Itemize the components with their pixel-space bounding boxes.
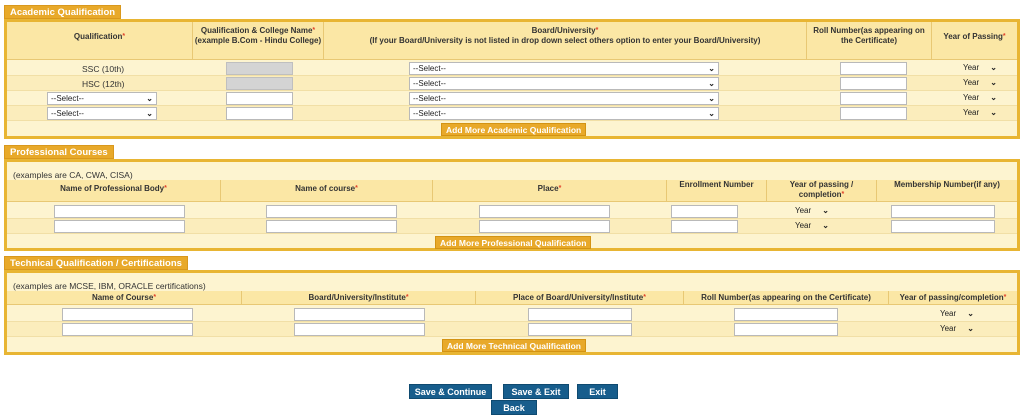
technical-header-row [7,291,1017,305]
year-select[interactable]: Year ⌄ [795,221,829,230]
year-select[interactable]: Year ⌄ [963,63,997,72]
roll-number-input[interactable] [840,77,907,90]
college-name-input[interactable] [226,77,293,90]
board-select[interactable]: --Select-- ⌄ [409,107,719,120]
enrollment-number-input[interactable] [671,205,738,218]
chevron-down-icon: ⌄ [822,206,829,215]
roll-number-input[interactable] [734,308,838,321]
roll-number-input[interactable] [840,62,907,75]
chevron-down-icon: ⌄ [822,221,829,230]
chevron-down-icon: ⌄ [708,109,715,118]
table-row [7,204,1017,219]
course-name-input[interactable] [62,308,193,321]
qualification-select[interactable]: --Select-- ⌄ [47,107,157,120]
chevron-down-icon: ⌄ [708,79,715,88]
table-row [7,322,1017,337]
header-board-university: Board/University* (If your Board/University is not listed in drop down select others option to enter your Board/University) [324,22,807,59]
board-institute-input[interactable] [294,308,425,321]
chevron-down-icon: ⌄ [990,93,997,102]
board-institute-input[interactable] [294,323,425,336]
table-row [7,307,1017,322]
chevron-down-icon: ⌄ [146,94,153,103]
chevron-down-icon: ⌄ [990,108,997,117]
academic-section-tab: Academic Qualification [4,5,121,19]
professional-body-input[interactable] [54,220,185,233]
header-place-of-board: Place of Board/University/Institute* [476,291,684,304]
professional-section-tab: Professional Courses [4,145,114,159]
add-academic-qualification-button[interactable]: Add More Academic Qualification [441,123,586,136]
professional-header-row [7,180,1017,202]
place-input[interactable] [479,220,610,233]
year-select[interactable]: Year ⌄ [963,93,997,102]
roll-number-input[interactable] [734,323,838,336]
header-year-completion: Year of passing / completion* [767,180,877,201]
place-of-board-input[interactable] [528,308,632,321]
year-select[interactable]: Year ⌄ [795,206,829,215]
qualification-label: HSC (12th) [82,79,125,89]
header-college-name: Qualification & College Name* (example B.Com - Hindu College) [193,22,324,59]
technical-note: (examples are MCSE, IBM, ORACLE certifications) [13,281,206,291]
board-select[interactable]: --Select-- ⌄ [409,92,719,105]
year-select[interactable]: Year ⌄ [963,108,997,117]
professional-body-input[interactable] [54,205,185,218]
header-course-name: Name of Course* [7,291,242,304]
add-technical-qualification-button[interactable]: Add More Technical Qualification [442,339,586,352]
table-row [7,91,1017,106]
technical-panel [4,270,1020,355]
chevron-down-icon: ⌄ [990,78,997,87]
technical-section-tab: Technical Qualification / Certifications [4,256,188,270]
header-year-completion: Year of passing/completion* [899,293,1007,302]
header-year-of-passing: Year of Passing* [943,32,1006,41]
header-place: Place* [433,180,667,201]
back-button[interactable]: Back [491,400,537,415]
table-row [7,106,1017,121]
year-select[interactable]: Year ⌄ [940,324,974,333]
chevron-down-icon: ⌄ [967,309,974,318]
membership-number-input[interactable] [891,220,995,233]
professional-panel [4,159,1020,251]
save-continue-button[interactable]: Save & Continue [409,384,492,399]
header-board-institute: Board/University/Institute* [242,291,476,304]
header-course-name: Name of course* [221,180,433,201]
header-professional-body: Name of Professional Body* [7,180,221,201]
chevron-down-icon: ⌄ [708,94,715,103]
board-select[interactable]: --Select-- ⌄ [409,62,719,75]
place-input[interactable] [479,205,610,218]
year-select[interactable]: Year ⌄ [940,309,974,318]
academic-panel [4,19,1020,139]
chevron-down-icon: ⌄ [967,324,974,333]
chevron-down-icon: ⌄ [146,109,153,118]
college-name-input[interactable] [226,62,293,75]
header-membership-number: Membership Number(if any) [894,180,1000,189]
save-exit-button[interactable]: Save & Exit [503,384,569,399]
header-roll-number: Roll Number(as appearing on the Certificate) [807,22,932,59]
professional-note: (examples are CA, CWA, CISA) [13,170,133,180]
course-name-input[interactable] [62,323,193,336]
roll-number-input[interactable] [840,92,907,105]
college-name-input[interactable] [226,107,293,120]
chevron-down-icon: ⌄ [990,63,997,72]
college-name-input[interactable] [226,92,293,105]
board-select[interactable]: --Select-- ⌄ [409,77,719,90]
membership-number-input[interactable] [891,205,995,218]
course-name-input[interactable] [266,205,397,218]
course-name-input[interactable] [266,220,397,233]
add-professional-qualification-button[interactable]: Add More Professional Qualification [435,236,591,249]
chevron-down-icon: ⌄ [708,64,715,73]
table-row [7,219,1017,234]
header-roll-number: Roll Number(as appearing on the Certificate) [684,291,889,304]
academic-header-row [7,22,1017,60]
table-row [7,61,1017,76]
header-qualification: Qualification* [7,22,193,59]
qualification-label: SSC (10th) [82,64,125,74]
enrollment-number-input[interactable] [671,220,738,233]
qualification-select[interactable]: --Select-- ⌄ [47,92,157,105]
table-row [7,76,1017,91]
roll-number-input[interactable] [840,107,907,120]
place-of-board-input[interactable] [528,323,632,336]
header-enrollment-number: Enrollment Number [667,180,767,201]
exit-button[interactable]: Exit [577,384,618,399]
year-select[interactable]: Year ⌄ [963,78,997,87]
